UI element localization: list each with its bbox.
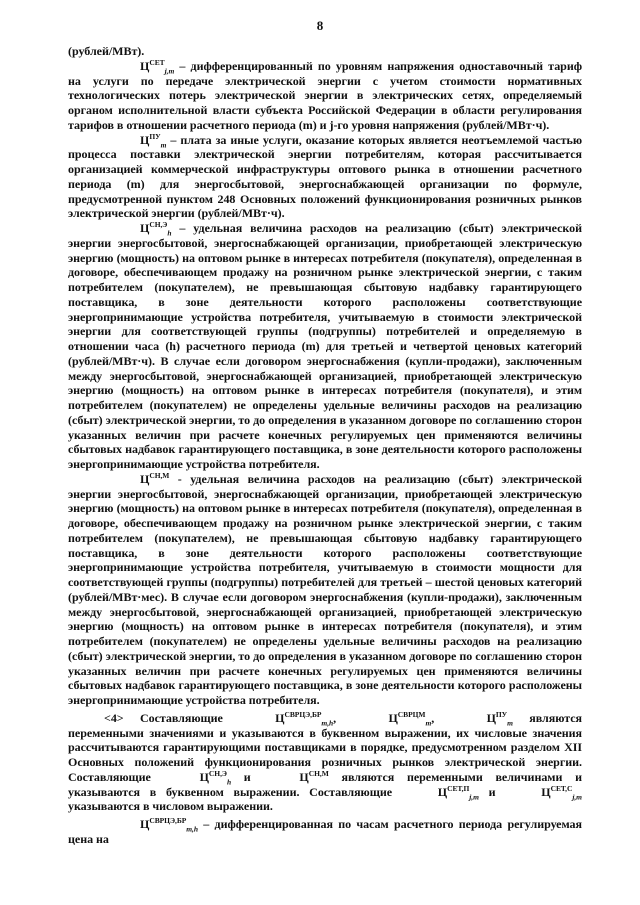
note-text: и — [478, 784, 506, 799]
formula-symbol: $Ц^{СВРЦЭ,БР}_{m,h}$ — [140, 815, 198, 834]
paragraph-text: (рублей/МВт). — [68, 44, 145, 58]
formula-symbol: $Ц^{СН,Э}_h$ — [140, 219, 172, 238]
footnote-4: <4> Составляющие $Ц^{СВРЦЭ,БР}_{m,h}$, $Ц^{СВРЦМ}_m$, $Ц^{ПУ}_m$ являются переменными значениями и указываются в буквенном выражении, их числовые значения рассчитываются гарантирующими поставщиками в порядке, предусмотренном разделом XII Основных положений функционирования розничных рынков электрической энергии. Составляющие $Ц^{СН,Э}_h$ и $Ц^{СН,М}$ являются переменными величинами и указываются в буквенном выражении. Составляющие $Ц^{СЕТ,П}_{j,m}$ и $Ц^{СЕТ,С}_{j,m}$ указываются в числовом выражении. — [68, 709, 582, 814]
formula-symbol: $Ц^{СН,М}$ — [299, 768, 329, 784]
paragraph-sales-expense-energy — [68, 221, 582, 472]
paragraph-sales-expense-capacity — [68, 472, 582, 708]
formula-symbol: $Ц^{СЕТ}_{j,m}$ — [140, 57, 175, 76]
paragraph-text: – дифференцированный по уровням напряжения одноставочный тариф на услуги по передаче электрической энергии с учетом стоимости нормативных технологических потерь электрической энергии в электрических сетях, определяемый органом исполнительной власти субъекта Российской Федерации в области регулирования тарифов в отношении расчетного периода (m) и j-го уровня напряжения (рублей/МВт·ч). — [68, 58, 582, 132]
formula-symbol: $Ц^{ПУ}_m$ — [140, 131, 167, 149]
formula-symbol: $Ц^{СЕТ,П}_{j,m}$ — [437, 783, 479, 801]
page-number: 8 — [316, 18, 324, 33]
paragraph-text: - удельная величина расходов на реализацию (сбыт) электрической энергии энергосбытовой, энергоснабжающей организации, приобретающей электрическую энергию (мощность) на оптовом рынке в интересах потребителя (покупателя), определенная в договоре, обеспечивающем продажу на розничном рынке электрической энергии, с таким потребителем (покупателем), не превышающая сбытовую надбавку гарантирующего поставщика, в зоне деятельности которого расположены соответствующие энергопринимающие устройства потребителя, учитываемую в стоимости мощности для соответствующей группы (подгруппы) потребителей для третьей – шестой ценовых категорий (рублей/МВт·мес). В случае если договором энергоснабжения (купли-продажи), заключенным между энергосбытовой, энергоснабжающей организацией, приобретающей электрическую энергию (мощность) на оптовом рынке в интересах потребителя (покупателя), и этим потребителем (покупателем) не определены удельные величины расходов на реализацию (сбыт) электрической энергии, то до определения в указанном договоре по соглашению сторон указанных величин при расчете конечных регулируемых цен применяются величины сбытовых надбавок гарантирующего поставщика, в зоне деятельности которого расположены энергопринимающие устройства потребителя. — [68, 471, 582, 707]
note-text: являются переменными значениями и указываются в буквенном выражении, их числовые значения рассчитываются гарантирующими поставщиками в порядке, предусмотренном разделом XII Основных положений функционирования розничных рынков электрической энергии. Составляющие — [68, 710, 582, 784]
note-lead: <4> Составляющие — [104, 710, 240, 725]
paragraph-units-tail — [68, 44, 582, 59]
paragraph-regulated-price — [68, 817, 582, 847]
paragraph-text: – плата за иные услуги, оказание которых является неотъемлемой частью процесса поставки электрической энергии потребителям, которая рассчитывается организацией коммерческой инфраструктуры оптового рынка в отношении расчетного периода (m) для энергосбытовой, энергоснабжающей организации по формуле, предусмотренной пунктом 248 Основных положений функционирования розничных рынков электрической энергии (рублей/МВт·ч). — [68, 132, 582, 221]
note-text: указываются в числовом выражении. — [68, 799, 273, 814]
paragraph-text: – удельная величина расходов на реализацию (сбыт) электрической энергии энергосбытовой, энергоснабжающей организации, приобретающей электрическую энергию (мощность) на оптовом рынке в интересах потребителя (покупателя), определенная в договоре, обеспечивающем продажу на розничном рынке электрической энергии, с таким потребителем (покупателем), не превышающая сбытовую надбавку гарантирующего поставщика, в зоне деятельности которого расположены соответствующие энергопринимающие устройства потребителя, учитываемую в стоимости электрической энергии для соответствующей группы (подгруппы) потребителей и определяемую в отношении часа (h) расчетного периода (m) для третьей и четвертой ценовых категорий (рублей/МВт·ч). В случае если договором энергоснабжения (купли-продажи), заключенным между энергосбытовой, энергоснабжающей организацией, приобретающей электрическую энергию (мощность) на оптовом рынке в интересах потребителя (покупателя), и этим потребителем (покупателем) не определены удельные величины расходов на реализацию (сбыт) электрической энергии, то до определения в указанном договоре по соглашению сторон указанных величин при расчете конечных регулируемых цен применяются величины сбытовых надбавок гарантирующего поставщика, в зоне деятельности которого расположены энергопринимающие устройства потребителя. — [68, 221, 582, 471]
note-text: являются переменными величинами и указываются в буквенном выражении. Составляющие — [68, 769, 582, 799]
paragraph-tariff-transmission — [68, 59, 582, 133]
note-text: и — [231, 769, 264, 784]
formula-symbol: $Ц^{СН,М}$ — [140, 470, 170, 486]
formula-symbol: $Ц^{СН,Э}_h$ — [199, 768, 232, 787]
paragraph-other-services-fee — [68, 133, 582, 222]
paragraph-text: – дифференцированная по часам расчетного периода регулируемая цена на — [68, 817, 582, 846]
formula-symbol: $Ц^{СВРЦЭ,БР}_{m,h}$ — [275, 709, 334, 728]
formula-symbol: $Ц^{СЕТ,С}_{j,m}$ — [541, 783, 582, 801]
formula-symbol: $Ц^{СВРЦМ}_m$ — [388, 709, 432, 728]
formula-symbol: $Ц^{ПУ}_m$ — [486, 709, 513, 728]
